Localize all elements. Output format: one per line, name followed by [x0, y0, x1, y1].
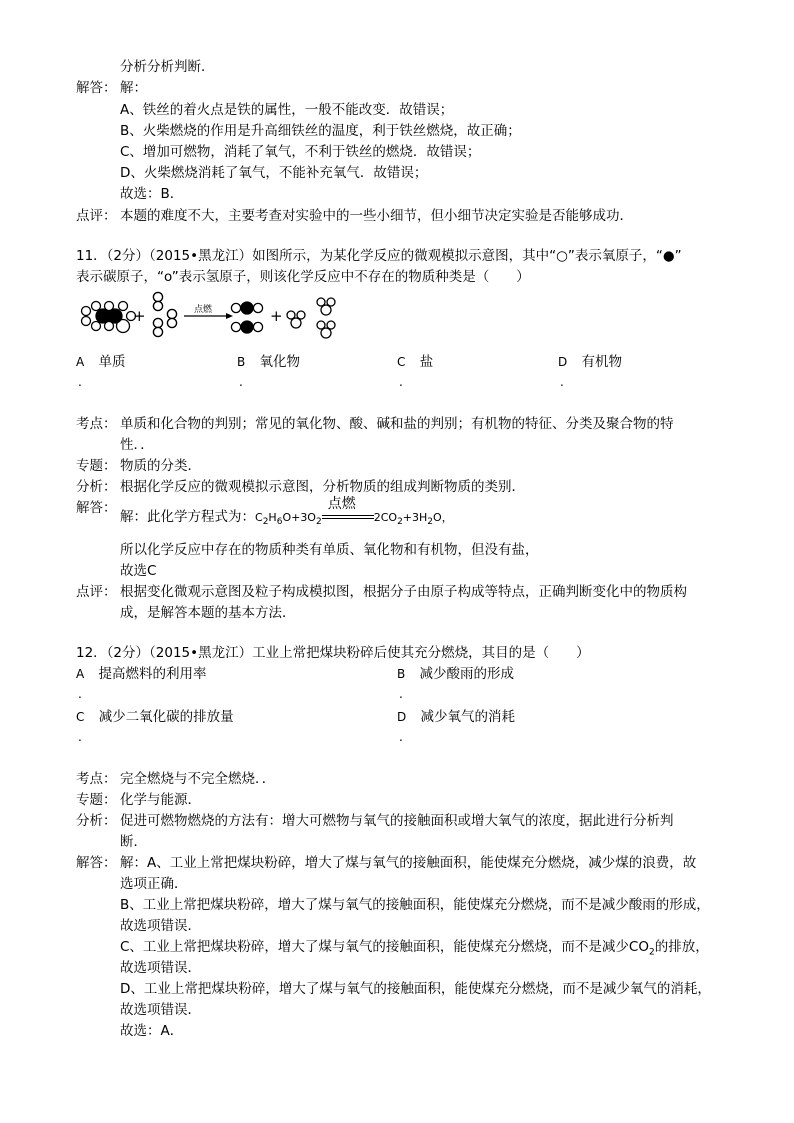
q12-kaodian: 完全燃烧与不完全燃烧．． [120, 771, 276, 787]
q11-option-c-dot: . [399, 375, 403, 389]
q11-stem-line2: 表示碳原子，“o”表示氢原子，则该化学反应中不存在的物质种类是（ ） [76, 269, 530, 285]
q12-option-d[interactable]: D 减少氧气的消耗 [397, 709, 516, 725]
q10-answer-choice: 故选：B． [120, 186, 184, 202]
q12-jieda-line-a1: 解：A、工业上常把煤块粉碎，增大了煤与氧气的接触面积，能使煤充分燃烧，减少煤的浪费，故 [120, 855, 697, 871]
q11-fenxi: 根据化学反应的微观模拟示意图，分析物质的组成判断物质的类别． [120, 479, 525, 495]
q11-fenxi-label: 分析： [76, 479, 117, 495]
q11-zhuanti-label: 专题： [76, 458, 117, 474]
q10-answer-line-c: C、增加可燃物，消耗了氧气，不利于铁丝的燃烧．故错误； [120, 144, 481, 160]
q10-comment-label: 点评： [76, 208, 117, 224]
q10-answer-line-d: D、火柴燃烧消耗了氧气，不能补充氧气．故错误； [120, 165, 428, 181]
q11-option-b-dot: . [239, 375, 243, 389]
q11-kaodian-label: 考点： [76, 416, 117, 432]
product-molecules-h2o [287, 298, 335, 338]
q11-option-b[interactable]: B 氧化物 [237, 354, 301, 370]
q11-option-a[interactable]: A 单质 [76, 354, 126, 370]
q12-option-c-dot: . [78, 730, 82, 744]
q12-jieda-line-a2: 选项正确． [120, 876, 188, 892]
q11-stem-line1: 11．（2分）（2015•黑龙江）如图所示，为某化学反应的微观模拟示意图，其中“○”表示氧原子，“●” [76, 248, 682, 264]
q11-figure-condition: 点燃 [194, 305, 213, 315]
q12-option-c[interactable]: C 减少二氧化碳的排放量 [76, 709, 234, 725]
q12-jieda-line-d2: 故选项错误． [120, 1002, 201, 1018]
q12-jieda-line-b1: B、工业上常把煤块粉碎，增大了煤与氧气的接触面积，能使煤充分燃烧，而不是减少酸雨的形成， [120, 897, 710, 913]
q10-answer-line-a: A、铁丝的着火点是铁的属性，一般不能改变．故错误； [120, 102, 454, 118]
q10-answer-label: 解答： [76, 80, 117, 96]
q11-option-d-dot: . [560, 375, 564, 389]
q11-dianping-line2: 成，是解答本题的基本方法． [120, 605, 296, 621]
plus-sign-2: + [270, 307, 283, 325]
q10-answer-head: 解： [120, 80, 147, 96]
q11-equation-condition: 点燃 [322, 507, 374, 527]
q12-jieda-line-d1: D、工业上常把煤块粉碎，增大了煤与氧气的接触面积，能使煤充分燃烧，而不是减少氧气的消耗， [120, 981, 711, 997]
q10-analysis-cont: 分析分析判断． [120, 59, 215, 75]
q11-dianping-label: 点评： [76, 584, 117, 600]
q12-jieda-label: 解答： [76, 855, 117, 871]
product-molecules-co2 [231, 302, 262, 333]
q11-jieda-prefix: 解：此化学方程式为： [120, 509, 255, 525]
q12-fenxi-line1: 促进可燃物燃烧的方法有：增大可燃物与氧气的接触面积或增大氧气的浓度，据此进行分析判 [120, 813, 674, 829]
q12-kaodian-label: 考点： [76, 771, 117, 787]
q11-option-c[interactable]: C 盐 [397, 354, 434, 370]
q12-jieda-choice: 故选：A． [120, 1023, 184, 1039]
q10-answer-line-b: B、火柴燃烧的作用是升高细铁丝的温度，利于铁丝燃烧，故正确； [120, 123, 521, 139]
q12-jieda-line-c1: C、工业上常把煤块粉碎，增大了煤与氧气的接触面积，能使煤充分燃烧，而不是减少$CO_2$的排放， [120, 939, 709, 958]
q12-option-d-dot: . [399, 730, 403, 744]
q10-comment: 本题的难度不大，主要考查对实验中的一些小细节，但小细节决定实验是否能够成功． [120, 208, 633, 224]
q12-zhuanti: 化学与能源． [120, 792, 201, 808]
q11-reaction-diagram [76, 290, 356, 346]
q12-fenxi-label: 分析： [76, 813, 117, 829]
q12-option-a-dot: . [78, 687, 82, 701]
reactant-molecules-o2 [153, 292, 176, 336]
q11-dianping-line1: 根据变化微观示意图及粒子构成模拟图，根据分子由原子构成等特点，正确判断变化中的物质构 [120, 584, 687, 600]
q12-stem: 12．（2分）（2015•黑龙江）工业上常把煤块粉碎后使其充分燃烧，其目的是（ ） [76, 645, 590, 661]
q12-option-a[interactable]: A 提高燃料的利用率 [76, 666, 207, 682]
q11-zhuanti: 物质的分类． [120, 458, 201, 474]
q12-option-b[interactable]: B 减少酸雨的形成 [397, 666, 515, 682]
q11-jieda-label: 解答： [76, 500, 117, 516]
plus-sign-1: + [133, 307, 146, 325]
q11-kaodian-line1: 单质和化合物的判别；常见的氧化物、酸、碱和盐的判别；有机物的特征、分类及聚合物的特 [120, 416, 674, 432]
q11-jieda-line2: 所以化学反应中存在的物质种类有单质、氧化物和有机物，但没有盐， [120, 542, 539, 558]
reactant-molecule-1 [82, 302, 136, 333]
q12-zhuanti-label: 专题： [76, 792, 117, 808]
q11-equation-line: 解：此化学方程式为：$C_2H_6O+3O_2$ 点燃 $2CO_2+3H_2O$， [120, 496, 453, 528]
q11-option-a-dot: . [78, 375, 82, 389]
q12-fenxi-line2: 断． [120, 834, 147, 850]
q12-jieda-line-b2: 故选项错误． [120, 918, 201, 934]
q12-jieda-line-c2: 故选项错误． [120, 960, 201, 976]
q11-kaodian-line2: 性．． [120, 437, 154, 453]
q12-option-b-dot: . [399, 687, 403, 701]
q11-jieda-line3: 故选C [120, 563, 157, 579]
q11-option-d[interactable]: D 有机物 [558, 354, 623, 370]
